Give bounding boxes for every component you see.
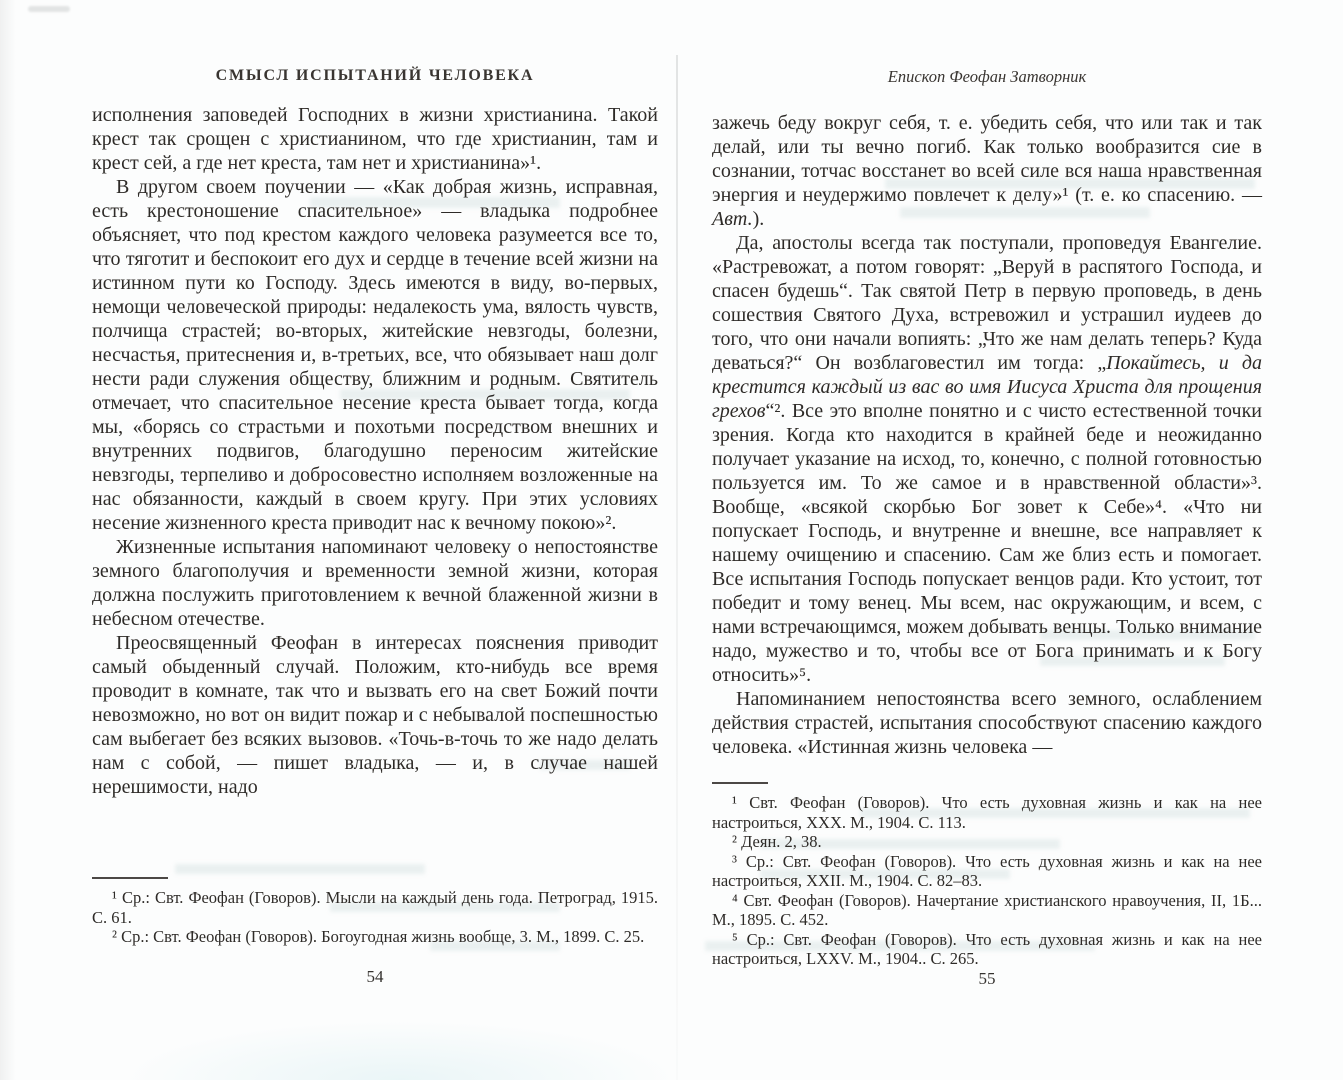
right-page-footnotes — [712, 793, 1262, 969]
right-page-number: 55 — [978, 969, 996, 988]
left-page-footnotes — [92, 888, 658, 947]
book-gutter — [676, 55, 678, 1080]
left-footnote-rule — [92, 877, 168, 879]
right-footnote-rule — [712, 782, 768, 784]
scan-artifact — [28, 6, 70, 12]
body-paragraph: В другом своем поучении — «Как добрая жизнь, исправная, есть крестоношение спасительное» — владыка подробнее объясняет, что под крестом каждого человека разумеется все то, что тяготит и беспокоит его дух и сердце в течение всей жизни на истинном пути ко Господу. Здесь имеются в виду, во-первых, немощи человеческой природы: недалекость ума, вялость чувств, полчища страстей; во-вторых, житейские невзгоды, болезни, несчастья, притеснения и, в-третьих, все, что обязывает наш долг нести ради служения обществу, ближним и родным. Святитель отмечает, что спасительное несение креста бывает тогда, когда мы, «борясь со страстьми и похотьми посредством внешних и внутренних подвигов, благодушно переносим житейские невзгоды, терпеливо и добросовестно исполняем возложенные на нас обязанности, каждый в своем кругу. При этих условиях несение жизненного креста приводит нас к вечному покою»². — [92, 176, 658, 534]
body-paragraph: зажечь беду вокруг себя, т. е. убедить себя, что или так и так делай, или ты вечно погиб. Как только вообразится сие в сознании, тотчас восстанет во всей силе вся наша нравственная энергия и неудержимо повлечет к делу»¹ (т. е. ко спасению. — Авт.). — [712, 112, 1262, 230]
body-paragraph: Жизненные испытания напоминают человеку о непостоянстве земного благополучия и временности земной жизни, которая должна послужить приготовлением к вечной блаженной жизни в небесном отечестве. — [92, 536, 658, 630]
left-running-head: СМЫСЛ ИСПЫТАНИЙ ЧЕЛОВЕКА — [215, 67, 535, 84]
footnote: ¹ Ср.: Свт. Феофан (Говоров). Мысли на каждый день года. Петроград, 1915. С. 61. — [92, 888, 658, 927]
body-paragraph: исполнения заповедей Господних в жизни христианина. Такой крест так срощен с христианином, что где христианин, там и крест сей, а где нет креста, там нет и христианина»¹. — [92, 104, 658, 174]
footnote: ⁵ Ср.: Свт. Феофан (Говоров). Что есть духовная жизнь и как на нее настроиться, LXXV. М., 1904.. С. 265. — [712, 929, 1262, 968]
footnote: ⁴ Свт. Феофан (Говоров). Начертание христианского нравоучения, II, 1Б... М., 1895. С. 452. — [712, 890, 1262, 929]
footnote: ² Деян. 2, 38. — [732, 832, 822, 851]
scan-tint-artifact — [120, 1020, 680, 1080]
bleed-artifact — [175, 864, 425, 874]
body-paragraph: Преосвященный Феофан в интересах пояснения приводит самый обыденный случай. Положим, кто-нибудь все время проводит в комнате, так что и вызвать его на свет Божий почти невозможно, но вот он видит пожар и с небывалой поспешностью сам выбегает без всяких вызовов. «Точь-в-точь то же надо делать нам с собой, — пишет владыка, — и, в случае нашей нерешимости, надо — [92, 632, 658, 798]
page-edge-shadow — [0, 0, 16, 1080]
footnote: ³ Ср.: Свт. Феофан (Говоров). Что есть духовная жизнь и как на нее настроиться, XXII. М., 1904. С. 82–83. — [712, 851, 1262, 890]
body-paragraph: Напоминанием непостоянства всего земного, ослаблением действия страстей, испытания способствуют спасению каждого человека. «Истинная жизнь человека — — [712, 688, 1262, 758]
body-paragraph: Да, апостолы всегда так поступали, проповедуя Евангелие. «Растревожат, а потом говорят: „Веруй в распятого Господа, и спасен будешь“. Так святой Петр в первую проповедь, в день сошествия Святого Духа, встревожил и устрашил иудеев до того, что они начали вопиять: „Что же нам делать теперь? Куда деваться?“ Он возблаговестил им тогда: „Покайтесь, и да крестится каждый из вас во имя Иисуса Христа для прощения грехов“². Все это вполне понятно и с чисто естественной точки зрения. Когда кто находится в крайней беде и неожиданно получает указание на исход, то, конечно, с полной готовностью пользуется им. То же самое и в нравственной области»³. Вообще, «всякой скорбью Бог зовет к Себе»⁴. «Что ни попускает Господь, и внутренне и внешне, все направляет к нашему очищению и спасению. Сам же близ есть и помогает. Все испытания Господь попускает венцов ради. Кто устоит, тот победит и тому венец. Мы всем, нас окружающим, и всем, с нами встречающимся, можем добывать венцы. Только внимание надо, мужество и то, чтобы все от Бога принимать и к Богу относить»⁵. — [712, 232, 1262, 686]
left-page-number: 54 — [366, 967, 384, 986]
left-page-body — [92, 103, 658, 799]
footnote: ² Ср.: Свт. Феофан (Говоров). Богоугодная жизнь вообще, 3. М., 1899. С. 25. — [112, 927, 645, 946]
footnote: ¹ Свт. Феофан (Говоров). Что есть духовная жизнь и как на нее настроиться, XXX. М., 1904. С. 113. — [712, 793, 1262, 832]
right-page-body — [712, 111, 1262, 759]
right-running-head: Епископ Феофан Затворник — [887, 67, 1087, 86]
